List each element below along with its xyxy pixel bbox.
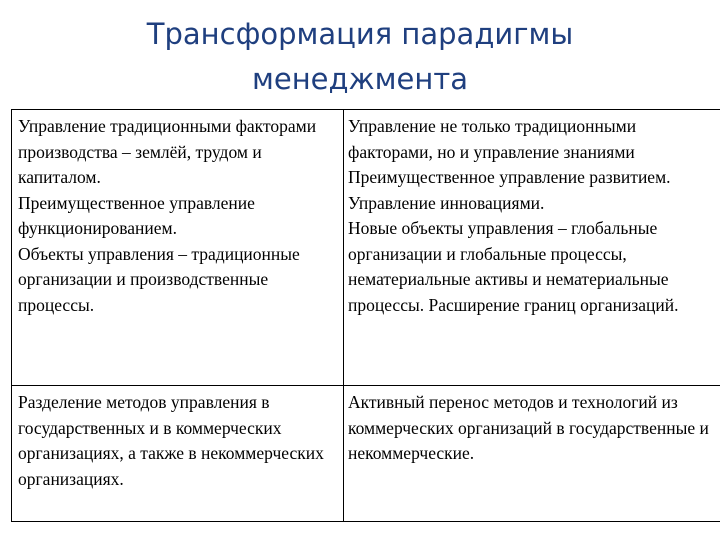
slide-title-line-1: Трансформация парадигмы [146,17,574,51]
cell-text: Активный перенос методов и технологий из коммерческих организаций в государственные и некоммерческие. [348,392,709,463]
slide-title-line-2: менеджмента [251,62,469,96]
cell-text: Преимущественное управление развитием. Управление инновациями. [348,167,671,213]
table-cell-traditional [12,386,344,522]
table-cell-new [344,386,720,522]
paradigm-comparison-table [11,109,720,522]
cell-text: Новые объекты управления – глобальные организации и глобальные процессы, нематериальные активы и нематериальные процессы. Расширение границ организаций. [348,218,679,315]
cell-text: Управление не только традиционными факторами, но и управление знаниями [348,116,637,162]
cell-text: Управление традиционными факторами производства – землёй, трудом и капиталом. [18,116,317,187]
cell-text: Объекты управления – традиционные организации и производственные процессы. [18,243,300,315]
slide-title [0,12,720,102]
table-row [12,386,720,522]
cell-text: Преимущественное управление функционированием. [18,192,255,238]
table-row [12,110,720,386]
table-cell-new [344,110,720,386]
cell-text: Разделение методов управления в государственных и в коммерческих организациях, а также в некоммерческих организациях. [18,392,324,489]
table-cell-traditional [12,110,344,386]
